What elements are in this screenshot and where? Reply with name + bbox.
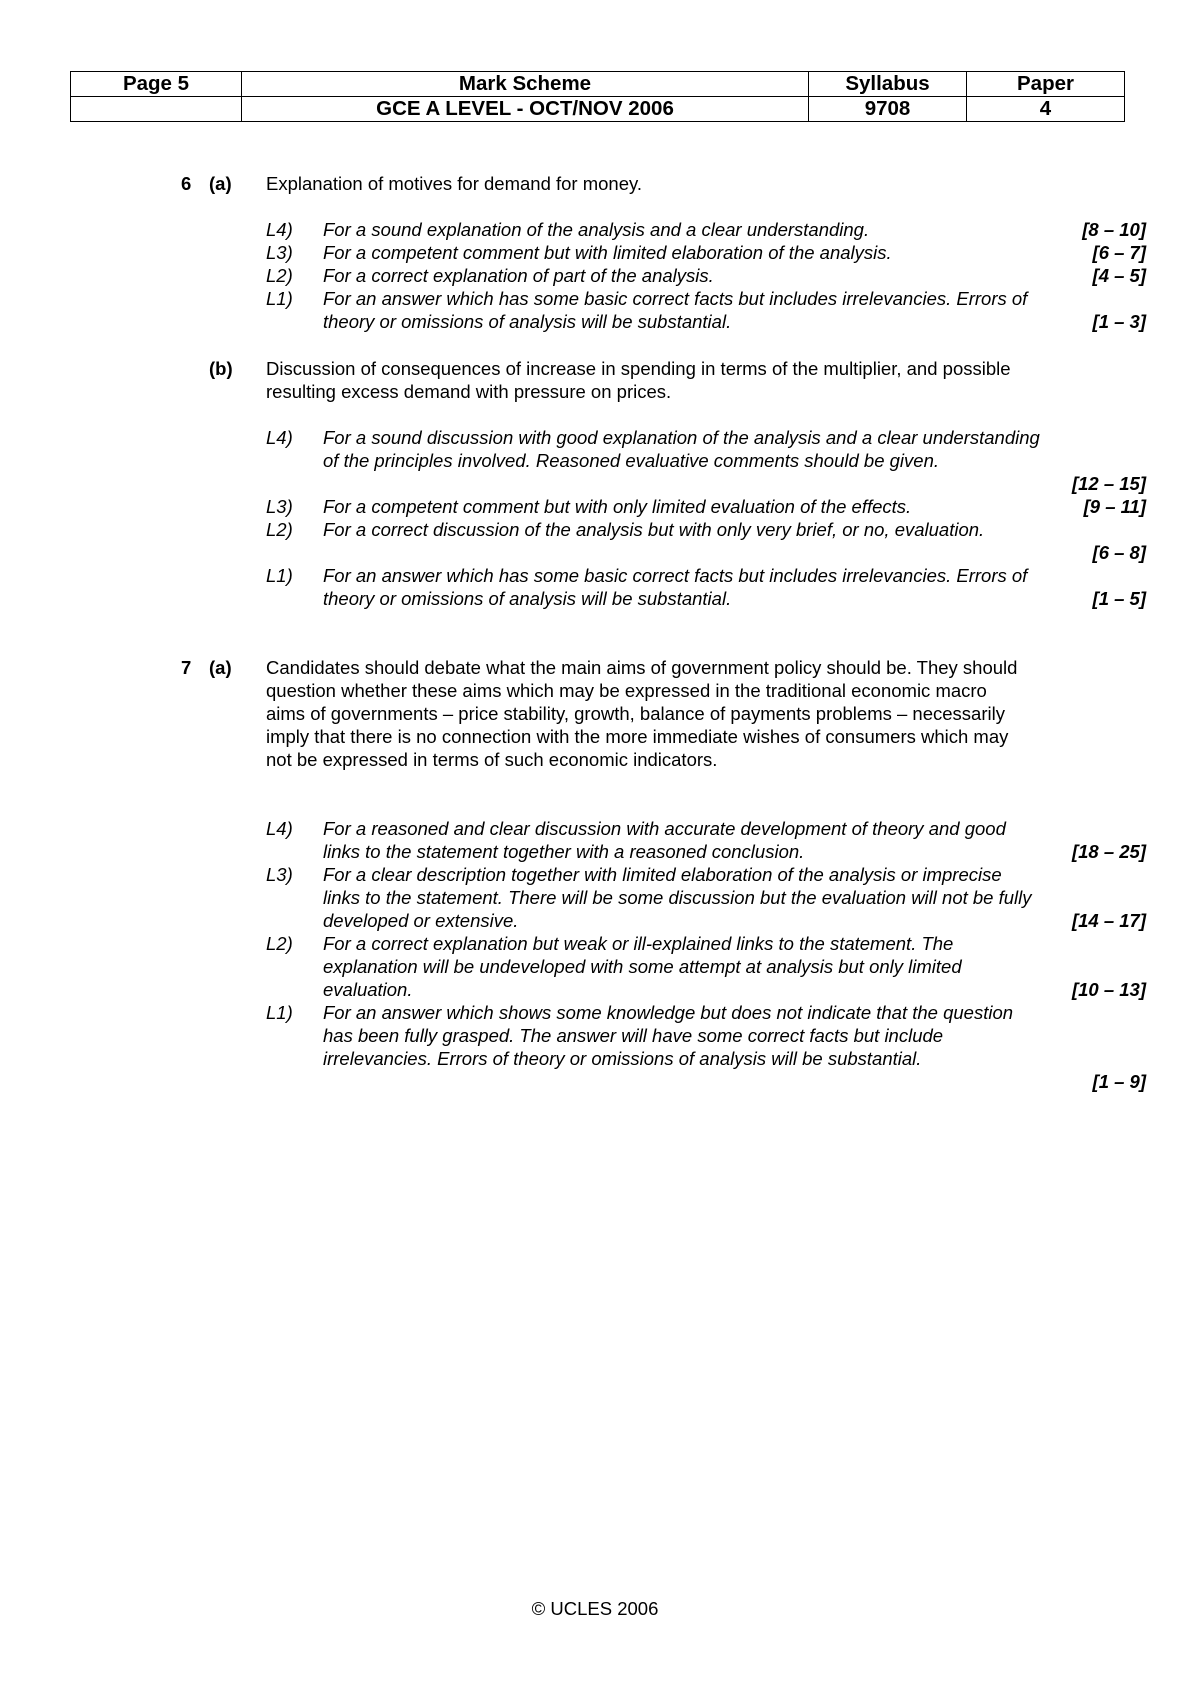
part-label: (a) xyxy=(209,657,232,678)
mark-range: [18 – 25] xyxy=(1071,841,1146,862)
header-table xyxy=(70,71,1125,122)
question-text: Candidates should debate what the main aims of government policy should be. They should question whether these aims which may be expressed in the traditional economic macro aims of governments – price stability, growth, balance of payments problems – necessarily imply that there is no connection with the more immediate wishes of consumers which may not be expressed in terms of such economic indicators. xyxy=(266,657,1018,770)
level-code: L4) xyxy=(266,219,293,240)
question-number: 6 xyxy=(181,173,192,194)
question-text: Explanation of motives for demand for money. xyxy=(266,173,643,194)
mark-range: [8 – 10] xyxy=(1082,219,1146,240)
copyright-footer: © UCLES 2006 xyxy=(531,1598,659,1619)
question-text: Discussion of consequences of increase in spending in terms of the multiplier, and possible resulting excess demand with pressure on prices. xyxy=(266,358,1011,402)
mark-range: [1 – 3] xyxy=(1092,311,1146,332)
mark-range: [10 – 13] xyxy=(1071,979,1146,1000)
level-text: For a correct explanation but weak or ill-explained links to the statement. The explanation will be undeveloped with some attempt at analysis but only limited evaluation. xyxy=(323,933,962,1000)
level-text: For a correct explanation of part of the analysis. xyxy=(323,265,714,286)
level-code: L3) xyxy=(266,496,293,517)
level-code: L1) xyxy=(266,565,293,586)
page-number: Page 5 xyxy=(71,72,242,97)
mark-range: [4 – 5] xyxy=(1092,265,1146,286)
level-text: For an answer which has some basic correct facts but includes irrelevancies. Errors of theory or omissions of analysis will be substantial. xyxy=(323,565,1028,609)
level-code: L2) xyxy=(266,519,293,540)
level-code: L1) xyxy=(266,288,293,309)
mark-range: [14 – 17] xyxy=(1071,910,1146,931)
level-code: L4) xyxy=(266,427,293,448)
part-label: (b) xyxy=(209,358,233,379)
level-text: For an answer which has some basic correct facts but includes irrelevancies. Errors of theory or omissions of analysis will be substantial. xyxy=(323,288,1028,332)
level-text: For a sound explanation of the analysis and a clear understanding. xyxy=(323,219,870,240)
mark-range: [6 – 7] xyxy=(1092,242,1146,263)
level-text: For a competent comment but with limited elaboration of the analysis. xyxy=(323,242,892,263)
level-text: For a sound discussion with good explanation of the analysis and a clear understanding of the principles involved. Reasoned evaluative comments should be given. xyxy=(323,427,1040,471)
level-code: L1) xyxy=(266,1002,293,1023)
mark-range: [9 – 11] xyxy=(1083,496,1146,517)
level-text: For an answer which shows some knowledge but does not indicate that the question has been fully grasped. The answer will have some correct facts but include irrelevancies. Errors of theory or omissions of analysis will be substantial. xyxy=(323,1002,1014,1069)
mark-range: [1 – 5] xyxy=(1092,588,1146,609)
level-text: For a clear description together with limited elaboration of the analysis or imprecise links to the statement. There will be some discussion but the evaluation will not be fully developed or extensive. xyxy=(323,864,1032,931)
part-label: (a) xyxy=(209,173,232,194)
syllabus-label: Syllabus xyxy=(809,72,967,97)
document-title: Mark Scheme xyxy=(242,72,809,97)
mark-range: [1 – 9] xyxy=(1092,1071,1146,1092)
level-code: L2) xyxy=(266,933,293,954)
level-code: L3) xyxy=(266,864,293,885)
syllabus-code: 9708 xyxy=(809,97,967,122)
level-text: For a correct discussion of the analysis but with only very brief, or no, evaluation. xyxy=(323,519,985,540)
level-code: L2) xyxy=(266,265,293,286)
mark-range: [6 – 8] xyxy=(1092,542,1146,563)
paper-label: Paper xyxy=(967,72,1125,97)
level-text: For a reasoned and clear discussion with accurate development of theory and good links to the statement together with a reasoned conclusion. xyxy=(323,818,1006,862)
level-code: L4) xyxy=(266,818,293,839)
header-blank-cell xyxy=(71,97,242,122)
exam-session: GCE A LEVEL - OCT/NOV 2006 xyxy=(242,97,809,122)
mark-range: [12 – 15] xyxy=(1071,473,1146,494)
level-code: L3) xyxy=(266,242,293,263)
level-text: For a competent comment but with only limited evaluation of the effects. xyxy=(323,496,912,517)
paper-number: 4 xyxy=(967,97,1125,122)
question-number: 7 xyxy=(181,657,192,678)
